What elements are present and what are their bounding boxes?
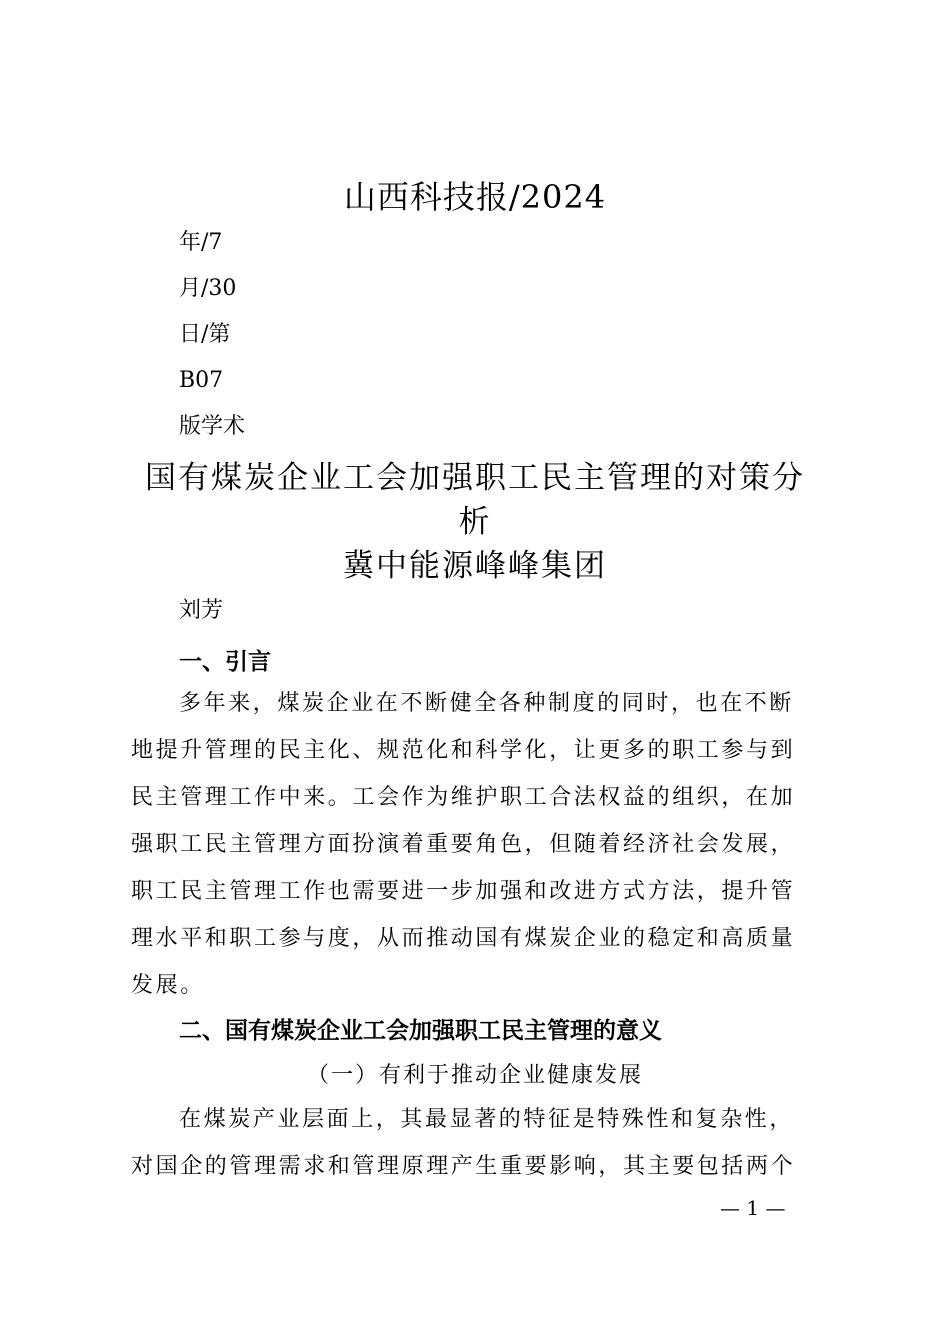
section2-heading: 二、国有煤炭企业工会加强职工民主管理的意义 <box>179 1018 662 1044</box>
organization: 冀中能源峰峰集团 <box>343 548 607 584</box>
intro-line: 强职工民主管理方面扮演着重要角色，但随着经济社会发展， <box>131 832 796 857</box>
meta-line-year: 年/7 <box>179 230 223 255</box>
sub1-line: 对国企的管理需求和管理原理产生重要影响，其主要包括两个 <box>131 1154 796 1179</box>
meta-line-section: 版学术 <box>179 414 246 439</box>
meta-line-page-code: B07 <box>179 368 224 393</box>
page-number: — 1 — <box>720 1196 786 1220</box>
intro-line: 理水平和职工参与度，从而推动国有煤炭企业的稳定和高质量 <box>131 926 796 951</box>
article-title-line1: 国有煤炭企业工会加强职工民主管理的对策分 <box>145 460 805 496</box>
intro-line: 地提升管理的民主化、规范化和科学化，让更多的职工参与到 <box>131 738 796 763</box>
article-title-line2: 析 <box>458 504 492 540</box>
subsection1-heading: （一）有利于推动企业健康发展 <box>306 1063 643 1088</box>
intro-line: 发展。 <box>131 973 205 998</box>
source-title: 山西科技报/2024 <box>343 178 607 216</box>
intro-line: 民主管理工作中来。工会作为维护职工合法权益的组织，在加 <box>131 785 796 810</box>
intro-line: 职工民主管理工作也需要进一步加强和改进方式方法，提升管 <box>131 879 796 904</box>
sub1-line: 在煤炭产业层面上，其最显著的特征是特殊性和复杂性， <box>179 1107 795 1132</box>
meta-line-day: 日/第 <box>179 322 231 347</box>
intro-heading: 一、引言 <box>179 649 271 675</box>
intro-line: 多年来，煤炭企业在不断健全各种制度的同时，也在不断 <box>179 691 795 716</box>
author: 刘芳 <box>179 598 224 623</box>
meta-line-month: 月/30 <box>179 276 237 301</box>
